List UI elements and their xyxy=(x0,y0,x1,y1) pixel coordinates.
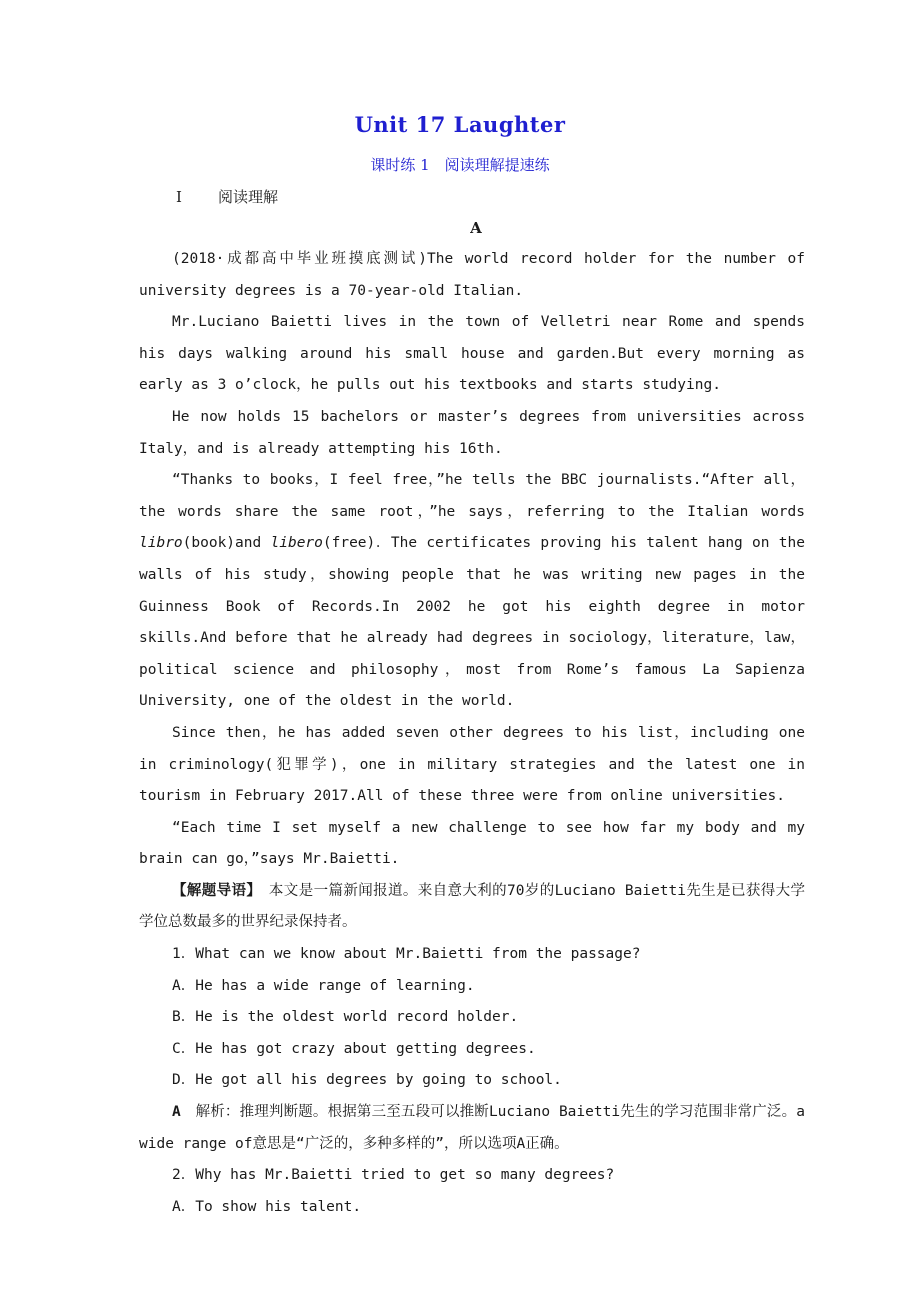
question-1-stem: 1．What can we know about Mr.Baietti from the passage? xyxy=(172,946,641,963)
italian-word-libero: libero xyxy=(270,535,323,552)
guide-tag: 【解题导语】 xyxy=(172,882,255,899)
guide-text: 本文是一篇新闻报道。来自意大利的70岁的Luciano Baietti先生是已获得大学学位总数最多的世界纪录保持者。 xyxy=(139,882,806,931)
passage-paragraph-6: “Each time I set myself a new challenge to see how far my body and my brain can go，”says Mr.Baietti. xyxy=(139,819,805,868)
passage-body xyxy=(139,244,805,1223)
question-1-explanation: A 解析：推理判断题。根据第三至五段可以推断Luciano Baietti先生的学习范围非常广泛。a wide range of意思是“广泛的，多种多样的”，所以选项A正确。 xyxy=(139,1104,805,1152)
passage-paragraph-3: He now holds 15 bachelors or master’s degrees from universities across Italy，and is already attempting his 16th. xyxy=(139,408,805,457)
section-name: 阅读理解 xyxy=(218,188,279,206)
question-2-stem: 2．Why has Mr.Baietti tried to get so many degrees? xyxy=(172,1167,615,1184)
page-subtitle: 课时练 1 阅读理解提速练 xyxy=(370,156,550,174)
question-2-option-a: A．To show his talent. xyxy=(172,1198,362,1215)
section-number: Ⅰ xyxy=(176,188,182,206)
question-1-option-a: A．He has a wide range of learning. xyxy=(172,977,475,994)
question-1-option-d: D．He got all his degrees by going to school. xyxy=(172,1072,562,1089)
question-1-option-c: C．He has got crazy about getting degrees. xyxy=(172,1040,536,1057)
question-1-answer: A xyxy=(172,1104,181,1121)
page-title: Unit 17 Laughter xyxy=(354,112,566,137)
passage-source: (2018·成都高中毕业班摸底测试) xyxy=(172,251,428,267)
passage-paragraph-4: “Thanks to books，I feel free，”he tells the BBC journalists.“After all，the words share the same root，”he says，referring to the Italian words libro(book)and libero(free)．The certificates proving his talent hang on the walls of his study，showing people that he was writing new pages in the Guinness Book of Records.In 2002 he got his eighth degree in motor skills.And before that he already had degrees in sociology，literature，law，political science and philosophy，most from Rome’s famous La Sapienza University, one of the oldest in the world. xyxy=(139,472,805,710)
part-label: A xyxy=(470,219,482,237)
passage-paragraph-5: Since then，he has added seven other degrees to his list，including one in criminology(犯罪学)，one in military strategies and the latest one in tourism in February 2017.All of these three were from online universities. xyxy=(139,724,805,805)
passage-paragraph-1: (2018·成都高中毕业班摸底测试)The world record holder for the number of university degrees is a 70-year-old Italian. xyxy=(139,251,806,299)
guide-paragraph xyxy=(139,876,805,939)
italian-word-libro: libro xyxy=(139,535,183,552)
passage-paragraph-2: Mr.Luciano Baietti lives in the town of Velletri near Rome and spends his days walking around his small house and garden.But every morning as early as 3 o’clock，he pulls out his textbooks and starts studying. xyxy=(139,314,805,394)
question-1-option-b: B．He is the oldest world record holder. xyxy=(172,1009,519,1026)
section-heading xyxy=(176,186,278,207)
